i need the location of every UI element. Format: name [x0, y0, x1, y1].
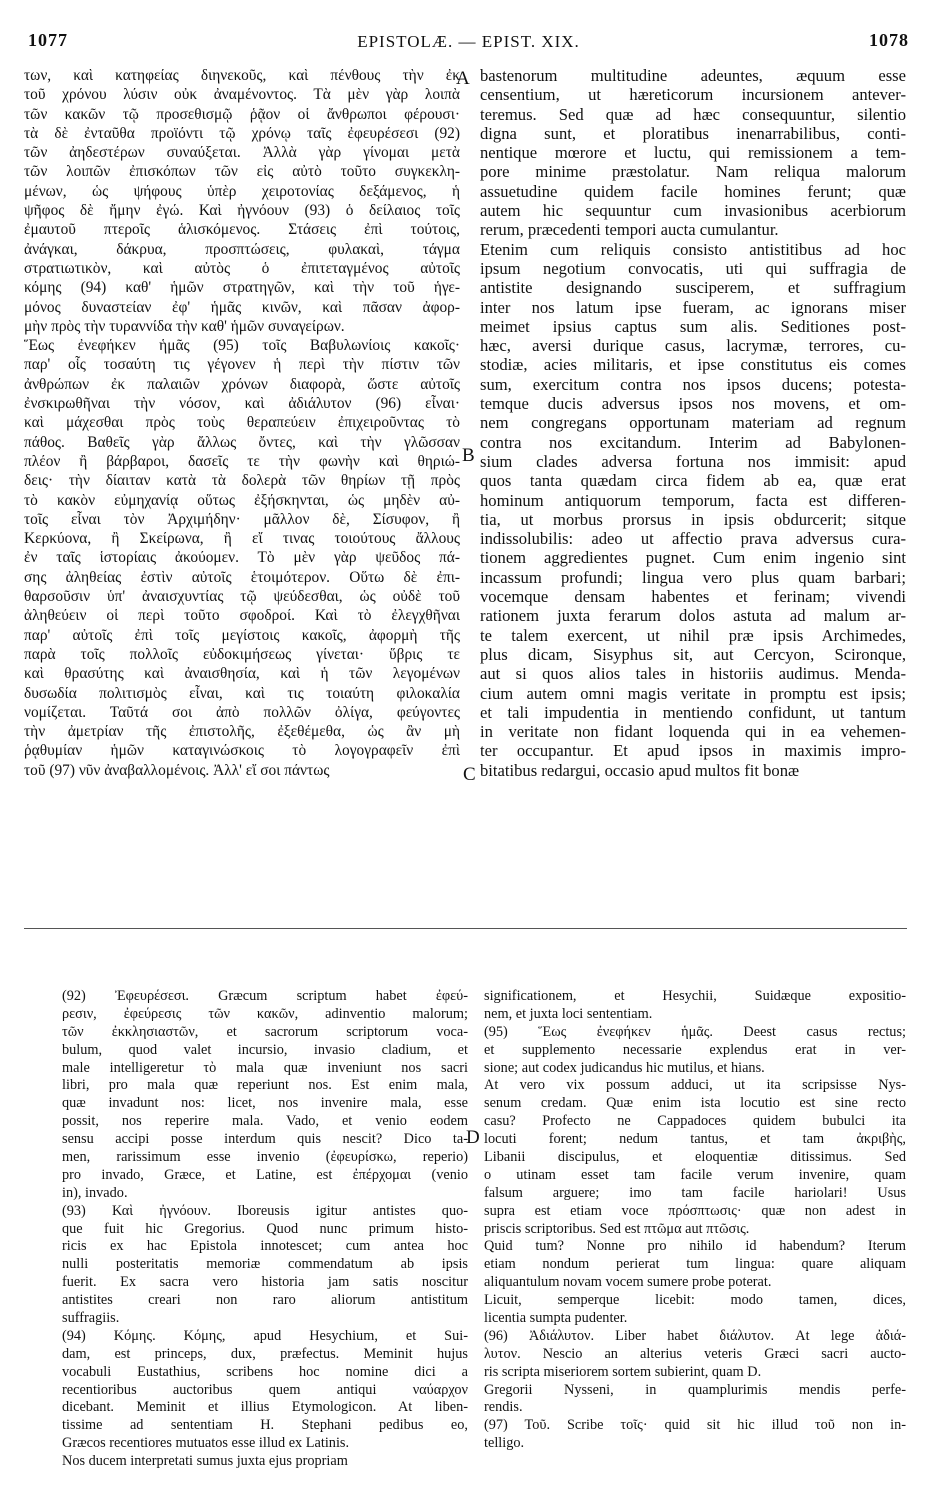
footnote-line: Gregorii Nysseni, in quamplurimis mendis perfe-: [484, 1381, 906, 1398]
greek-text-line: Κερκύονα, ἢ Σκείρωνα, ἢ εἴ τινας τοιούτους ἄλλους: [24, 530, 460, 548]
footnote-line: possit, nos reperire mala. Vado, et venio eodem: [62, 1113, 468, 1130]
greek-text-line: μὴν πρὸς τὴν τυραννίδα τὴν καθ' ἡμῶν συναγείρων.: [24, 317, 345, 335]
latin-text-line: hæc, aversi durique casus, lacrymæ, terrores, cu-: [480, 336, 906, 356]
latin-text-line: hominum antiquorum temporum, facta est differen-: [480, 490, 906, 510]
footnote-line: Quid tum? Nonne pro nihilo id habendum? Iterum: [484, 1238, 906, 1255]
latin-text-line: nentique mœrore et luctu, qui remissionem a tem-: [480, 143, 906, 163]
latin-text-line: in veritate non fidant loquenda qui in ea vehemen-: [480, 722, 906, 742]
running-title: EPISTOLÆ. — EPIST. XIX.: [357, 32, 580, 51]
greek-text-line: ἐν ταῖς ἱστορίαις ἀκούομεν. Τὸ μὲν γὰρ ψεῦδος πά-: [24, 549, 460, 567]
latin-text-line: vocemque densam habentes et ferinam; vivendi: [480, 587, 906, 607]
greek-text-line: τὰ δὲ ἐνταῦθα προϊόντι τῷ χρόνῳ ταῖς ἐφευρέσεσι (92): [24, 124, 460, 142]
greek-text-line: στρατιωτικὸν, καὶ αὐτὸς ὁ ἐπιτεταγμένος αὐτοῖς: [24, 259, 460, 277]
greek-text-line: ἐμαυτοῦ πτεροῖς ἁλισκόμενος. Στάσεις ἐπὶ τούτοις,: [24, 221, 460, 239]
footnote-line: τῶν ἐκκλησιαστῶν, et sacrorum scriptorum voca-: [62, 1023, 468, 1040]
greek-text-line: ψῆφος δὲ ἤμην ἐγώ. Καὶ ἠγνόουν (93) ὁ δείλαιος τοῖς: [24, 202, 460, 220]
greek-text-line: πάθος. Βαθεῖς γὰρ ἄλλως ὄντες, καὶ τὴν γλῶσσαν: [24, 433, 460, 451]
footnote-line: senum credam. Quæ enim ista locutio est sine recto: [484, 1095, 906, 1112]
footnote-line: recentioribus auctoribus quem antiqui ναύαρχον: [62, 1381, 468, 1398]
footnote-line: aliquantulum novam vocem sumere probe poterat.: [484, 1274, 772, 1291]
footnote-line: quæ invadunt nos: licet, nos invenire mala, esse: [62, 1095, 468, 1112]
latin-text-line: ipsum negotium convocatis, uti qui suffragia de: [480, 258, 906, 278]
footnote-line: vocabuli Eustathius, scribens hoc nomine dici a: [62, 1363, 468, 1380]
latin-text-line: indissolubilis: adeo ut affectio prava adversus cura-: [480, 529, 906, 549]
footnote-line: (92) Ἐφευρέσεσι. Græcum scriptum habet ἐφεύ-: [62, 988, 468, 1004]
footnote-line: sione; aut codex judicandus hic mutilus, et hians.: [484, 1059, 765, 1076]
footnote-line: casu? Profecto ne Cappadoces quidem bubulci ita: [484, 1113, 906, 1130]
greek-text-line: ἀνάγκαι, δάκρυα, προσπτώσεις, φυλακαὶ, τάγμα: [24, 240, 460, 258]
greek-text-line: σης ἀληθείας ἐστὶν αὐτοῖς ἑτοιμότερον. Οὕτω δὲ ἐπι-: [24, 568, 460, 586]
latin-text-line: meimet ipsius captus sum alis. Seditiones post-: [480, 316, 906, 336]
footnote-line: (93) Καὶ ἠγνόουν. Iboreusis igitur antistes quo-: [62, 1202, 468, 1219]
greek-text-line: παρ' αὐτοῖς ἐπὶ τοῖς μεγίστοις κακοῖς, ἀφορμὴ τῆς: [24, 626, 460, 644]
margin-marker-c: C: [463, 764, 476, 785]
greek-text-line: ἀληθεύειν οἱ περὶ τοῦτο σφοδροί. Καὶ τὸ ἐλεγχθῆναι: [24, 607, 460, 625]
column-number-right: 1078: [869, 30, 909, 50]
latin-text-line: nem congregans opportunam materiam ad regnum: [480, 413, 906, 433]
latin-text-line: temque ducis adversus ipsos nos movens, et om-: [480, 394, 906, 414]
footnote-line: rendis.: [484, 1399, 523, 1416]
footnote-line: ρεσιν, ἐφεύρεσις τῶν κακῶν, adinventio malorum;: [62, 1005, 468, 1022]
footnote-line: Græcos recentiores mutuatos esse illud ex Latinis.: [62, 1435, 350, 1452]
latin-text-line: bastenorum multitudine adeuntes, æquum esse: [480, 66, 906, 85]
latin-text-line: censentium, ut hæreticorum incursionem antever-: [480, 85, 906, 105]
margin-marker-a: A: [456, 68, 470, 89]
footnote-line: (97) Τοῦ. Scribe τοῖς· quid sit hic illud τοῦ non in-: [484, 1417, 906, 1434]
greek-text-line: Ἕως ἐνεφήκεν ἡμᾶς (95) τοῖς Βαβυλωνίοις κακοῖς·: [24, 337, 460, 355]
footnote-line: telligo.: [484, 1435, 525, 1452]
greek-text-line: τῶν κακῶν τῷ προσεθισμῷ ῥᾷον οἱ ἄνθρωποι φέρουσι·: [24, 105, 460, 123]
greek-text-line: ῥᾳθυμίαν ἡμῶν καταγινώσκοις τὸ λογογραφεῖν ἐπὶ: [24, 742, 460, 760]
greek-text-line: νομίζεται. Ταῦτά σοι ἀπὸ πολλῶν ὀλίγα, φεύγοντες: [24, 703, 460, 721]
greek-text-line: παρὰ τοῖς πολλοῖς εὐδοκιμήσεως γίνεται· ὕβρις τε: [24, 645, 460, 663]
greek-text-line: τῶν ἀηδεστέρων συναύξεται. Ἀλλὰ γὰρ γίνομαι μετὰ: [24, 144, 460, 162]
footnotes-left-column: [62, 988, 468, 1471]
footnote-line: licentia sumpta pudenter.: [484, 1310, 628, 1327]
footnote-line: (96) Ἀδιάλυτον. Liber habet διάλυτον. At lege ἀδιά-: [484, 1327, 906, 1344]
running-header: [28, 30, 909, 56]
latin-text-line: Etenim cum reliquis consisto antistitibus ad hoc: [480, 239, 906, 259]
margin-marker-b: B: [462, 445, 475, 466]
greek-text-line: κόμης (94) καθ' ἡμῶν στρατηγῶν, καὶ τὴν τοῦ ἡγε-: [24, 279, 460, 297]
latin-text-line: tia, ut morbus prorsus in ipsis obdurcerit; sitque: [480, 509, 906, 529]
latin-text-line: rerum, præcedenti tempori aucta cumulantur.: [480, 220, 779, 240]
latin-text-line: pore minime præstolatur. Nam reliqua malorum: [480, 162, 906, 182]
latin-text-line: sum, exercitum contra nos ipsos ducens; potesta-: [480, 374, 906, 394]
latin-text-line: te talem exercent, ut nihil præ ipsis Archimedes,: [480, 625, 906, 645]
greek-text-line: ἀνθρώπων ἐκ παλαιῶν χρόνων διαφορὰ, ὥστε αὐτοῖς: [24, 375, 460, 393]
greek-text-line: πλέον ἢ βάρβαροι, δασεῖς τε τὴν φωνὴν καὶ θηριώ-: [24, 452, 460, 470]
greek-text-line: τοῖς εἶναι τὸν Ἀρχιμήδην· μᾶλλον δὲ, Σίσυφον, ἢ: [24, 510, 460, 528]
footnote-line: nem, et juxta loci sententiam.: [484, 1005, 653, 1022]
footnote-line: etiam nondum perierat tum lingua: quare aliquam: [484, 1256, 906, 1273]
footnote-line: tissime ad sententiam H. Stephani pedibus eo,: [62, 1417, 468, 1434]
column-number-left: 1077: [28, 30, 68, 50]
latin-text-line: contra nos excitandum. Interim ad Babylonen-: [480, 432, 906, 452]
footnote-line: significationem, et Hesychii, Suidæque expositio-: [484, 988, 906, 1004]
greek-text-line: ἐνσκιρωθῆναι τὴν νόσον, καὶ ἀδιάλυτον (96) εἶναι·: [24, 395, 460, 413]
latin-text-line: assuetudine quidem facile homines ferunt; quæ: [480, 181, 906, 201]
greek-text-line: θαρσοῦσιν ὑπ' ἀναισχυντίας τῷ ψεύδεσθαι, ὡς οὐδὲ τοῦ: [24, 588, 460, 606]
footnote-line: suffragiis.: [62, 1310, 120, 1327]
latin-text-line: quos tanta quædam circa fidem ab ea, quæ erat: [480, 471, 906, 491]
footnote-line: dam, est princeps, dux, præfectus. Meminit hujus: [62, 1345, 468, 1362]
greek-text-column: [24, 66, 460, 780]
greek-text-line: τὴν ἀμετρίαν τῆς ἐπιστολῆς, ἐξεθέμεθα, ὡς ἂν μὴ: [24, 723, 460, 741]
greek-text-line: καὶ μάχεσθαι πρὸς τοὺς θεραπεύειν ἐπιχειροῦντας τὸ: [24, 414, 460, 432]
footnote-line: o utinam esset tam facile verum invenire, quam: [484, 1166, 906, 1183]
footnote-line: antistites creari non raro aliorum antistitum: [62, 1292, 468, 1309]
footnote-line: dicebant. Meminit et illius Etymologicon. At liben-: [62, 1399, 468, 1416]
footnote-line: priscis scriptoribus. Sed est πτῶμα aut πτῶσις.: [484, 1220, 750, 1237]
footnote-line: libri, pro mala quæ reperiunt nos. Est enim mala,: [62, 1077, 468, 1094]
greek-text-line: τὸ κακὸν εὐμηχανίᾳ οὕτως ἐξήσκηνται, ὡς μηδὲν αὐ-: [24, 491, 460, 509]
latin-text-line: bitatibus redargui, occasio apud multos fit bonæ: [480, 760, 800, 780]
latin-text-line: digna sunt, et ploratibus inenarrabilibus, conti-: [480, 123, 906, 143]
latin-text-line: sium clades adversa fortuna nos immisit: apud: [480, 451, 906, 471]
footnote-line: men, rarissimum esse invenio (ἐφευρίσκω, reperio): [62, 1149, 468, 1166]
greek-text-line: δυσωδία πολιτισμὸς εἶναι, καὶ τις τοιαύτη φιλοκαλία: [24, 684, 460, 702]
latin-text-line: inter nos latum ipse fueram, ac ignorans miser: [480, 297, 906, 317]
latin-text-line: stodiæ, acies militaris, et ipse constitutus eis comes: [480, 355, 906, 375]
footnote-line: in), invado.: [62, 1184, 128, 1201]
footnote-line: ricis ex hac Epistola innotescet; cum antea hoc: [62, 1238, 468, 1255]
footnote-line: bulum, quod valet incursio, invasio cladium, et: [62, 1041, 468, 1058]
latin-text-column: [480, 66, 906, 780]
footnote-line: sensu accipi posse interdum quis nescit? Dico ta-: [62, 1131, 468, 1148]
latin-text-line: tionem aggredientes pugnet. Cum enim ingenio sint: [480, 548, 906, 568]
footnote-line: supra est etiam voce πρόσπτωσις· quæ non adest in: [484, 1202, 906, 1219]
greek-text-line: των, καὶ κατηφείας διηνεκοῦς, καὶ πένθους τὴν ἐκ: [24, 67, 460, 84]
footnote-line: (94) Κόμης. Κόμης, apud Hesychium, et Sui-: [62, 1327, 468, 1344]
greek-text-line: παρ' οἷς τοσαύτη τις γέγονεν ἡ περὶ τὴν πίστιν τῶν: [24, 356, 460, 374]
footnote-line: nulli posteritatis memoriæ commendatum ab ipsis: [62, 1256, 468, 1273]
latin-text-line: plus dicam, Sisyphus sit, aut Cercyon, Scironque,: [480, 644, 906, 664]
footnote-line: ris scripta miseriorem sortem subierint, quam D.: [484, 1363, 762, 1380]
latin-text-line: teremus. Sed quæ ad hæc consequuntur, silentio: [480, 104, 906, 124]
latin-text-line: rationem juxta ferarum dolos astuta ad malum ar-: [480, 606, 906, 626]
latin-text-line: incassum profundi; lingua vero plus quam barbari;: [480, 567, 906, 587]
footnote-line: Licuit, semperque licebit: modo tamen, dices,: [484, 1292, 906, 1309]
footnote-line: Nos ducem interpretati sumus juxta ejus propriam: [62, 1453, 348, 1470]
latin-text-line: et tali impudentia in mentiendo confidunt, ut tantum: [480, 702, 906, 722]
greek-text-line: δεις· τὴν δίαιταν κατὰ τὰ δολερὰ τῶν θηρίων τῇ πρὸς: [24, 472, 460, 490]
footnote-separator: [24, 928, 907, 929]
latin-text-line: ter occupantur. Et apud ipsos in maximis impro-: [480, 741, 906, 761]
footnote-line: que fuit hic Gregorius. Quod nunc primum histo-: [62, 1220, 468, 1237]
greek-text-line: τοῦ (97) νῦν ἀναβαλλομένοις. Ἀλλ' εἴ σοι πάντως: [24, 761, 330, 779]
latin-text-line: antistite designando susciperem, et suffragium: [480, 278, 906, 298]
greek-text-line: μένων, ὡς ψήφους ὑπὲρ χειροτονίας δεξάμενος, ἡ: [24, 182, 460, 200]
greek-text-line: μόνος δυναστείαν ἐφ' ἡμᾶς κινῶν, καὶ πᾶσαν ἀφορ-: [24, 298, 460, 316]
greek-text-line: καὶ θρασύτης καὶ ἀναισθησία, καὶ ἡ τῶν λεγομένων: [24, 665, 460, 683]
footnote-line: λυτον. Nescio an alterius veteris Græci sacri aucto-: [484, 1345, 906, 1362]
footnote-line: et supplemento necessarie explendus erat in ver-: [484, 1041, 906, 1058]
footnotes-right-column: [484, 988, 906, 1453]
footnote-line: locuti forent; nedum tantus, et tam ἀκριβὴς,: [484, 1131, 906, 1148]
footnote-line: fuerit. Ex sacra vero historia jam satis noscitur: [62, 1274, 468, 1291]
footnote-line: Libanii discipulus, et eloquentiæ ditissimus. Sed: [484, 1149, 906, 1166]
footnote-line: (95) Ἕως ἐνεφήκεν ἡμᾶς. Deest casus rectus;: [484, 1023, 906, 1040]
footnote-line: pro invado, Græce, et Latine, est ἐπέρχομαι (venio: [62, 1166, 468, 1183]
margin-marker-d: D: [466, 1127, 480, 1148]
latin-text-line: aut si quos alios tales in historiis audimus. Menda-: [480, 664, 906, 684]
footnote-line: At vero vix possum adduci, ut ita scripsisse Nys-: [484, 1077, 906, 1094]
footnote-line: falsum arguere; imo tam facile hariolari! Usus: [484, 1184, 906, 1201]
latin-text-line: cium autem omni magis veritate in promptu est ipsis;: [480, 683, 906, 703]
footnote-line: male intelligeretur τὸ mala quæ inveniunt nos sacri: [62, 1059, 468, 1076]
greek-text-line: τοῦ χρόνου λύσιν οὐκ ἀναμένοντος. Τὰ μὲν γὰρ λοιπὰ: [24, 86, 460, 104]
greek-text-line: τῶν λοιπῶν ἐπισκόπων τῶν εἰς αὐτὸ τοῦτο συγκεκλη-: [24, 163, 460, 181]
latin-text-line: autem hic sequuntur cum invasionibus acerbiorum: [480, 201, 906, 221]
